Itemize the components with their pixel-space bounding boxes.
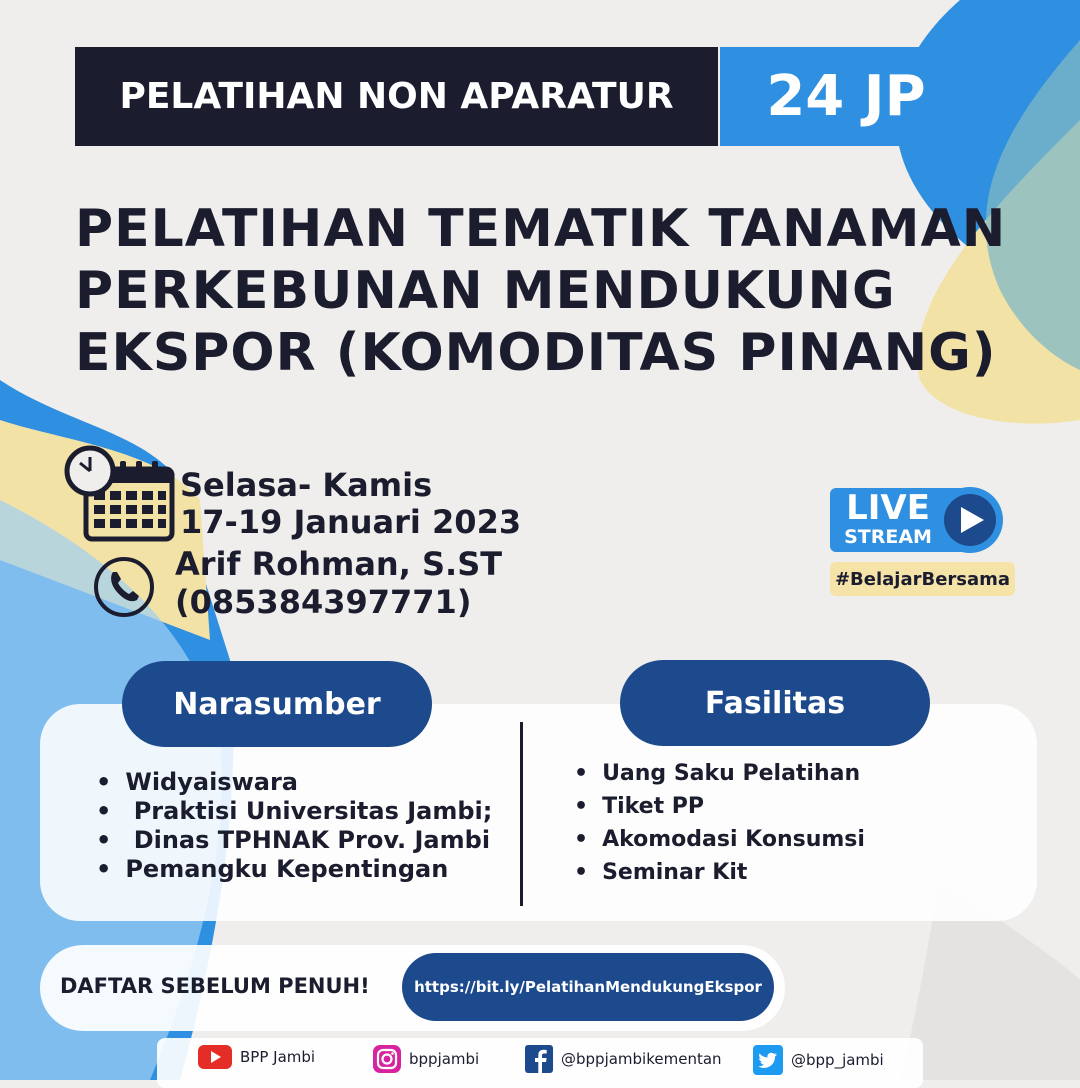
twitter-link[interactable]: [753, 1045, 884, 1075]
twitter-icon: [753, 1045, 783, 1075]
list-item: • Seminar Kit: [574, 856, 865, 889]
youtube-link[interactable]: [198, 1045, 315, 1069]
list-item: • Praktisi Universitas Jambi;: [96, 797, 492, 826]
narasumber-title: Narasumber: [173, 686, 381, 722]
schedule-days: Selasa- Kamis: [180, 466, 433, 504]
column-divider: [520, 722, 523, 906]
page-title: [75, 198, 1065, 384]
list-item: • Uang Saku Pelatihan: [574, 757, 865, 790]
instagram-label: bppjambi: [409, 1050, 480, 1068]
list-item: • Tiket PP: [574, 790, 865, 823]
list-item: • Dinas TPHNAK Prov. Jambi: [96, 826, 492, 855]
fasilitas-title: Fasilitas: [704, 685, 846, 721]
fasilitas-list: [574, 757, 865, 889]
live-label: LIVE: [846, 488, 930, 528]
title-line: PERKEBUNAN MENDUKUNG: [75, 261, 896, 321]
registration-link[interactable]: [402, 953, 774, 1021]
contact-phone: (085384397771): [175, 583, 472, 621]
cta-text: DAFTAR SEBELUM PENUH!: [60, 974, 370, 998]
facebook-icon: [525, 1045, 553, 1073]
live-stream-badge: [830, 486, 1006, 554]
fasilitas-heading: [620, 660, 930, 746]
facebook-label: @bppjambikementan: [561, 1050, 722, 1068]
schedule-dates: 17-19 Januari 2023: [180, 503, 522, 541]
title-line: PELATIHAN TEMATIK TANAMAN: [75, 199, 1007, 259]
list-item: • Pemangku Kepentingan: [96, 855, 492, 884]
calendar-clock-icon: [64, 445, 176, 543]
facebook-link[interactable]: [525, 1045, 722, 1073]
hours-label: 24 JP: [766, 64, 926, 129]
hashtag-badge: #BelajarBersama: [830, 562, 1015, 596]
narasumber-heading: [122, 661, 432, 747]
narasumber-list: [96, 768, 492, 884]
youtube-label: BPP Jambi: [240, 1048, 316, 1066]
instagram-link[interactable]: [373, 1045, 479, 1073]
list-item: • Widyaiswara: [96, 768, 492, 797]
contact-name: Arif Rohman, S.ST: [175, 545, 503, 583]
youtube-icon: [198, 1045, 232, 1069]
twitter-label: @bpp_jambi: [791, 1051, 884, 1069]
registration-link-label: https://bit.ly/PelatihanMendukungEkspor: [414, 978, 762, 996]
category-banner: [75, 47, 718, 146]
stream-label: STREAM: [844, 526, 932, 548]
title-line: EKSPOR (KOMODITAS PINANG): [75, 323, 997, 383]
list-item: • Akomodasi Konsumsi: [574, 823, 865, 856]
instagram-icon: [373, 1045, 401, 1073]
category-label: PELATIHAN NON APARATUR: [119, 76, 674, 117]
phone-icon: [93, 556, 155, 618]
hours-badge: [720, 47, 972, 146]
